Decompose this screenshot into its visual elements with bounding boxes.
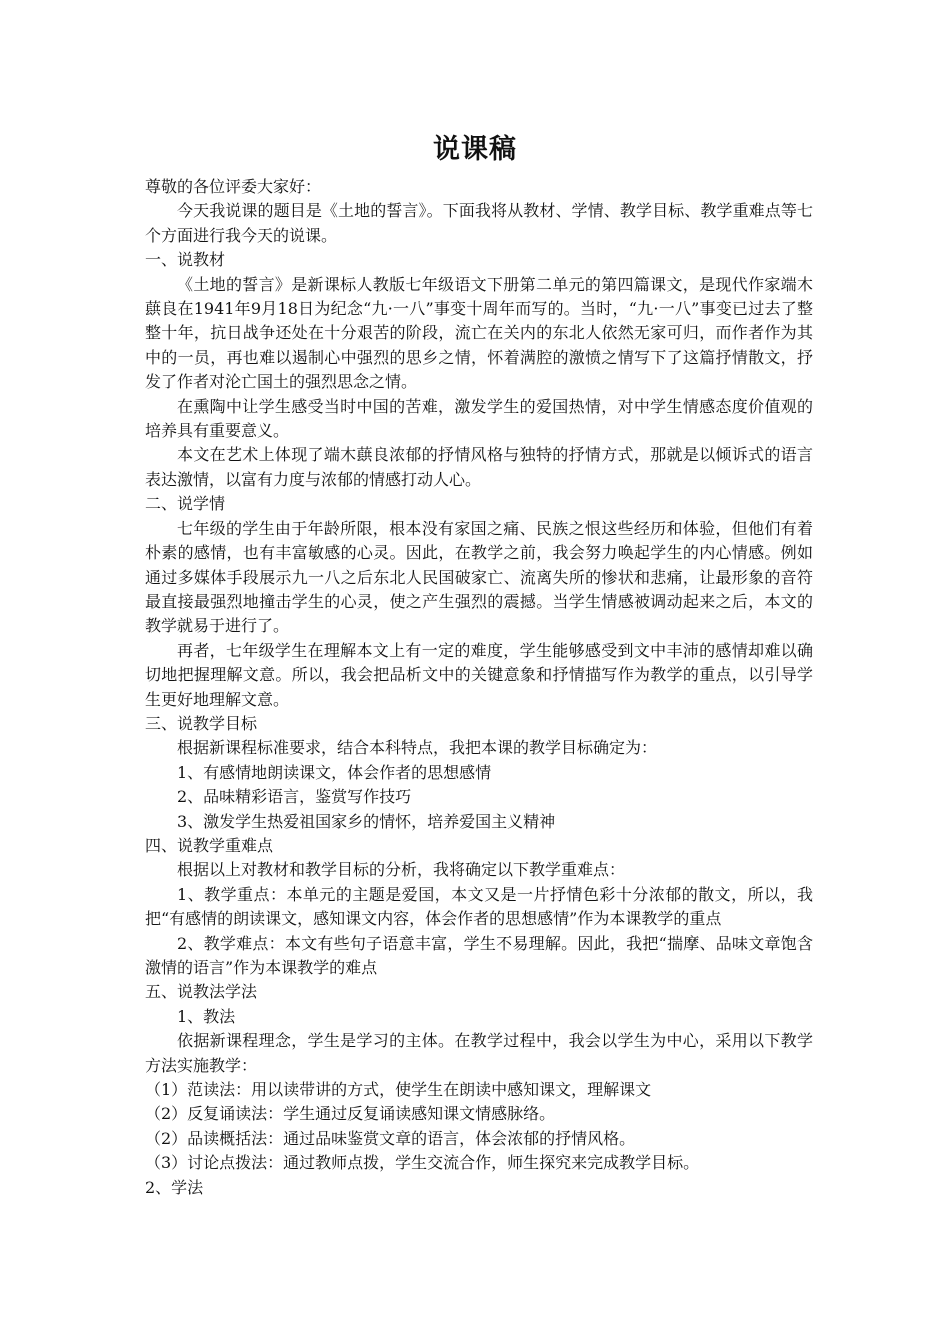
goals-lead: 根据新课程标准要求，结合本科特点，我把本课的教学目标确定为： [177, 738, 658, 758]
section-heading-textbook: 一、说教材 [145, 250, 226, 270]
document-body [145, 175, 813, 1200]
method-item-1: （1）范读法：用以读带讲的方式，使学生在朗读中感知课文，理解课文 [145, 1080, 652, 1100]
textbook-paragraph-2: 在熏陶中让学生感受当时中国的苦难，激发学生的爱国热情，对中学生情感态度价值观的培养具有重要意义。 [145, 396, 813, 441]
goal-item-2: 2、品味精彩语言，鉴赏写作技巧 [177, 787, 412, 807]
section-heading-students: 二、说学情 [145, 494, 226, 514]
textbook-paragraph-3: 本文在艺术上体现了端木蕻良浓郁的抒情风格与独特的抒情方式，那就是以倾诉式的语言表达激情，以富有力度与浓郁的情感打动人心。 [145, 445, 813, 489]
method-item-4: （3）讨论点拨法：通过教师点拨，学生交流合作，师生探究来完成教学目标。 [145, 1153, 700, 1173]
methods-lead-paragraph: 依据新课程理念，学生是学习的主体。在教学过程中，我会以学生为中心，采用以下教学方法实施教学： [145, 1031, 813, 1075]
goal-item-1: 1、有感情地朗读课文，体会作者的思想感情 [177, 762, 492, 782]
students-paragraph-2: 再者，七年级学生在理解本文上有一定的难度，学生能够感受到文中丰沛的感情却难以确切地把握理解文意。所以，我会把品析文中的关键意象和抒情描写作为教学的重点，以引导学生更好地理解文意。 [145, 640, 813, 709]
section-heading-goals: 三、说教学目标 [145, 713, 258, 733]
students-paragraph-1: 七年级的学生由于年龄所限，根本没有家国之痛、民族之恨这些经历和体验，但他们有着朴素的感情，也有丰富敏感的心灵。因此，在教学之前，我会努力唤起学生的内心情感。例如通过多媒体手段展示九一八之后东北人民国破家亡、流离失所的惨状和悲痛，让最形象的音符最直接最强烈地撞击学生的心灵，使之产生强烈的震撼。当学生情感被调动起来之后，本文的教学就易于进行了。 [145, 518, 813, 636]
teaching-method-subheading: 1、教法 [177, 1006, 236, 1026]
greeting: 尊敬的各位评委大家好： [145, 177, 322, 196]
section-heading-key-points: 四、说教学重难点 [145, 835, 274, 855]
textbook-paragraph-1: 《土地的誓言》是新课标人教版七年级语文下册第二单元的第四篇课文，是现代作家端木蕻良在1941年9月18日为纪念“九·一八”事变十周年而写的。当时，“九·一八”事变已过去了整整十年，抗日战争还处在十分艰苦的阶段，流亡在关内的东北人依然无家可归，而作者作为其中的一员，再也难以遏制心中强烈的思乡之情，怀着满腔的激愤之情写下了这篇抒情散文，抒发了作者对沦亡国土的强烈思念之情。 [145, 274, 813, 392]
study-method-subheading: 2、学法 [145, 1177, 204, 1197]
method-item-2: （2）反复诵读法：学生通过反复诵读感知课文情感脉络。 [145, 1104, 556, 1124]
section-heading-methods: 五、说教法学法 [145, 982, 258, 1002]
key-point-paragraph: 1、教学重点：本单元的主题是爱国，本文又是一片抒情色彩十分浓郁的散文，所以，我把“有感情的朗读课文，感知课文内容，体会作者的思想感情”作为本课教学的重点 [145, 884, 813, 929]
intro-paragraph: 今天我说课的题目是《土地的誓言》。下面我将从教材、学情、教学目标、教学重难点等七个方面进行我今天的说课。 [145, 201, 813, 245]
difficult-point-paragraph: 2、教学难点：本文有些句子语意丰富，学生不易理解。因此，我把“揣摩、品味文章饱含激情的语言”作为本课教学的难点 [145, 933, 813, 977]
document-title: 说课稿 [433, 134, 517, 165]
method-item-3: （2）品读概括法：通过品味鉴赏文章的语言，体会浓郁的抒情风格。 [145, 1128, 636, 1148]
goal-item-3: 3、激发学生热爱祖国家乡的情怀，培养爱国主义精神 [177, 811, 556, 831]
key-points-lead: 根据以上对教材和教学目标的分析，我将确定以下教学重难点： [177, 860, 626, 880]
